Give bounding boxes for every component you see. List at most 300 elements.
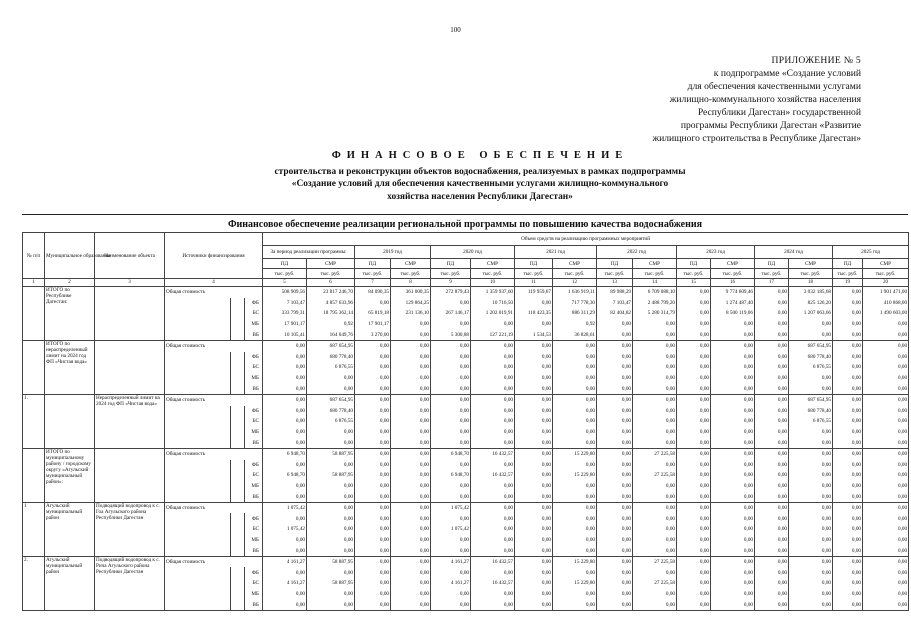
- table-cell: 0,00: [677, 427, 711, 438]
- row-spacer: [231, 481, 245, 492]
- table-cell: 0,00: [677, 416, 711, 427]
- table-cell: 0,00: [755, 556, 789, 567]
- table-cell: 10 716,50: [471, 298, 515, 309]
- in-that-number-label: [165, 567, 231, 610]
- table-cell: 6 876,55: [307, 416, 355, 427]
- table-cell: 0,00: [633, 589, 677, 600]
- table-cell: 0,00: [355, 524, 391, 535]
- column-number: 4: [165, 279, 263, 287]
- table-cell: 0,00: [711, 373, 755, 384]
- table-cell: 0,00: [471, 513, 515, 524]
- header-municipality: Муниципальное образование: [45, 233, 95, 279]
- table-cell: 4 161,27: [431, 556, 471, 567]
- table-cell: 0,00: [633, 513, 677, 524]
- table-cell: 0,00: [755, 298, 789, 309]
- table-cell: 0,00: [597, 437, 633, 448]
- table-cell: 0,00: [863, 437, 909, 448]
- header-period: 2020 год: [431, 246, 515, 259]
- table-cell: 687 654,95: [307, 340, 355, 351]
- table-cell: 0,00: [833, 545, 863, 556]
- table-cell: 0,00: [755, 567, 789, 578]
- table-cell: 0,00: [597, 545, 633, 556]
- table-cell: 0,00: [553, 481, 597, 492]
- column-number: 7: [355, 279, 391, 287]
- table-cell: 0,00: [789, 481, 833, 492]
- table-cell: 17 901,17: [355, 319, 391, 330]
- table-cell: 0,00: [307, 589, 355, 600]
- table-cell: 0,00: [833, 491, 863, 502]
- table-cell: 16 432,57: [471, 556, 515, 567]
- row-municipality: ИТОГО по нераспределенный лимит на 2024 год ФП «Чистая вода»: [45, 340, 95, 394]
- row-object: [95, 287, 165, 341]
- table-cell: 58 887,95: [307, 556, 355, 567]
- table-cell: 0,00: [677, 319, 711, 330]
- table-cell: 0,00: [597, 448, 633, 459]
- header-period: 2023 год: [677, 246, 755, 259]
- table-cell: 0,00: [633, 352, 677, 363]
- table-cell: 0,00: [789, 383, 833, 394]
- table-cell: 410 868,00: [863, 298, 909, 309]
- table-cell: 333 799,31: [263, 308, 307, 319]
- row-spacer: [231, 567, 245, 578]
- header-period: 2025 год: [833, 246, 909, 259]
- table-cell: 0,00: [755, 460, 789, 471]
- table-cell: 0,00: [597, 470, 633, 481]
- column-number: 8: [391, 279, 431, 287]
- table-cell: 0,00: [833, 460, 863, 471]
- row-source-code: ФБ: [245, 567, 263, 578]
- table-cell: 0,00: [307, 545, 355, 556]
- header-period: 2022 год: [597, 246, 677, 259]
- table-row: [23, 287, 909, 298]
- table-cell: 0,00: [755, 427, 789, 438]
- table-cell: 0,00: [263, 567, 307, 578]
- table-cell: 0,00: [355, 362, 391, 373]
- header-pd: ПД: [431, 259, 471, 269]
- table-cell: 0,00: [633, 524, 677, 535]
- table-cell: 0,00: [431, 545, 471, 556]
- table-cell: 0,00: [711, 383, 755, 394]
- table-cell: 15 229,80: [553, 448, 597, 459]
- table-cell: 0,00: [263, 362, 307, 373]
- table-cell: 0,00: [553, 406, 597, 417]
- table-cell: 0,00: [677, 470, 711, 481]
- table-cell: 0,00: [633, 383, 677, 394]
- table-cell: 0,00: [597, 373, 633, 384]
- table-cell: 0,00: [755, 319, 789, 330]
- table-cell: 0,00: [711, 589, 755, 600]
- table-cell: 15 229,80: [553, 470, 597, 481]
- heading-main: ФИНАНСОВОЕ ОБЕСПЕЧЕНИЕ: [331, 150, 629, 161]
- table-cell: 0,00: [391, 545, 431, 556]
- table-cell: 0,00: [755, 491, 789, 502]
- table-cell: 1 901 471,00: [863, 287, 909, 298]
- table-cell: 0,00: [863, 545, 909, 556]
- table-cell: 0,00: [755, 535, 789, 546]
- table-cell: 0,00: [789, 427, 833, 438]
- table-row: [23, 340, 909, 351]
- column-number: 19: [833, 279, 863, 287]
- row-spacer: [231, 491, 245, 502]
- table-cell: 0,00: [355, 589, 391, 600]
- table-cell: 0,00: [263, 599, 307, 610]
- row-source-code: ФБ: [245, 406, 263, 417]
- table-cell: 0,00: [355, 460, 391, 471]
- table-cell: 7 103,47: [263, 298, 307, 309]
- table-cell: 0,00: [711, 545, 755, 556]
- table-cell: 0,00: [833, 287, 863, 298]
- table-cell: 0,00: [307, 535, 355, 546]
- table-cell: 0,00: [711, 406, 755, 417]
- table-cell: 0,00: [711, 502, 755, 513]
- header-pd: ПД: [677, 259, 711, 269]
- table-cell: 0,00: [553, 502, 597, 513]
- table-cell: 0,00: [677, 535, 711, 546]
- table-cell: 0,00: [431, 319, 471, 330]
- table-cell: 0,00: [355, 535, 391, 546]
- table-cell: 0,00: [263, 460, 307, 471]
- table-cell: 0,00: [431, 406, 471, 417]
- row-source-code: МБ: [245, 373, 263, 384]
- table-cell: 164 049,76: [307, 329, 355, 340]
- column-number: 12: [553, 279, 597, 287]
- table-cell: 0,00: [789, 448, 833, 459]
- table-cell: 0,00: [553, 491, 597, 502]
- table-cell: 0,00: [431, 340, 471, 351]
- table-cell: 0,00: [863, 502, 909, 513]
- row-object: Подводящий водопровод к с. Рича Агульского района Республики Дагестан: [95, 556, 165, 610]
- header-smr: СМР: [391, 259, 431, 269]
- row-source-code: МБ: [245, 481, 263, 492]
- table-cell: 0,00: [307, 373, 355, 384]
- table-cell: 0,00: [355, 394, 391, 405]
- table-cell: 0,00: [355, 352, 391, 363]
- row-source-code: БС: [245, 578, 263, 589]
- row-source-code: БС: [245, 470, 263, 481]
- table-cell: 0,00: [789, 524, 833, 535]
- table-cell: 0,00: [863, 567, 909, 578]
- header-pd: ПД: [263, 259, 307, 269]
- table-cell: 0,00: [553, 340, 597, 351]
- table-cell: 17 901,17: [263, 319, 307, 330]
- table-cell: 0,00: [755, 362, 789, 373]
- table-cell: 0,00: [597, 460, 633, 471]
- table-cell: 508 909,56: [263, 287, 307, 298]
- table-cell: 0,00: [597, 502, 633, 513]
- table-cell: 0,00: [597, 383, 633, 394]
- table-cell: 0,00: [633, 329, 677, 340]
- table-cell: 0,00: [391, 589, 431, 600]
- table-cell: 0,00: [471, 481, 515, 492]
- table-cell: 0,00: [597, 535, 633, 546]
- table-cell: 18 795 362,14: [307, 308, 355, 319]
- table-cell: 0,00: [597, 394, 633, 405]
- table-cell: 0,00: [755, 524, 789, 535]
- in-that-number-label: [165, 460, 231, 503]
- table-cell: 8 500 119,06: [711, 308, 755, 319]
- table-cell: 0,00: [307, 502, 355, 513]
- column-number: 17: [755, 279, 789, 287]
- header-unit: тыс. руб.: [597, 269, 633, 279]
- table-cell: 0,00: [471, 460, 515, 471]
- table-cell: 0,00: [471, 406, 515, 417]
- table-cell: 0,00: [755, 502, 789, 513]
- row-source-code: МБ: [245, 589, 263, 600]
- table-cell: 272 879,43: [431, 287, 471, 298]
- table-cell: 0,00: [515, 460, 553, 471]
- header-unit: тыс. руб.: [711, 269, 755, 279]
- table-cell: 0,00: [355, 513, 391, 524]
- table-cell: 0,00: [391, 448, 431, 459]
- table-cell: 0,00: [515, 448, 553, 459]
- table-cell: 0,00: [711, 416, 755, 427]
- table-cell: 0,00: [833, 319, 863, 330]
- column-number: 10: [471, 279, 515, 287]
- table-cell: 0,00: [515, 470, 553, 481]
- table-cell: 0,00: [789, 599, 833, 610]
- table-cell: 0,00: [677, 556, 711, 567]
- table-cell: 0,00: [263, 340, 307, 351]
- in-that-number-label: [165, 298, 231, 341]
- table-cell: 0,00: [515, 373, 553, 384]
- table-cell: 6 876,55: [789, 362, 833, 373]
- table-cell: 0,00: [833, 524, 863, 535]
- table-cell: 0,00: [863, 556, 909, 567]
- table-cell: 0,00: [391, 437, 431, 448]
- header-unit: тыс. руб.: [755, 269, 789, 279]
- table-cell: 0,00: [515, 416, 553, 427]
- table-cell: 6 948,70: [431, 448, 471, 459]
- table-cell: 3 032 185,68: [789, 287, 833, 298]
- table-cell: 0,00: [789, 319, 833, 330]
- row-source-total: Общая стоимость: [165, 502, 263, 513]
- row-spacer: [231, 406, 245, 417]
- table-cell: 0,00: [431, 373, 471, 384]
- table-cell: 0,00: [471, 319, 515, 330]
- table-cell: 0,00: [515, 491, 553, 502]
- table-cell: 0,00: [633, 535, 677, 546]
- table-cell: 1 534,53: [515, 329, 553, 340]
- table-cell: 0,00: [515, 513, 553, 524]
- table-cell: 0,00: [431, 535, 471, 546]
- table-cell: 16 432,57: [471, 578, 515, 589]
- table-cell: 0,00: [863, 352, 909, 363]
- table-cell: 0,00: [307, 513, 355, 524]
- table-cell: 0,00: [633, 340, 677, 351]
- row-number: 1: [23, 502, 45, 556]
- row-source-code: ФБ: [245, 352, 263, 363]
- table-cell: 0,00: [553, 427, 597, 438]
- header-unit: тыс. руб.: [789, 269, 833, 279]
- table-cell: 5 300,88: [431, 329, 471, 340]
- row-municipality: Агульский муниципальный район: [45, 556, 95, 610]
- table-cell: 0,00: [789, 535, 833, 546]
- table-cell: 0,00: [515, 383, 553, 394]
- table-cell: 0,00: [755, 352, 789, 363]
- row-spacer: [231, 578, 245, 589]
- header-pd: ПД: [597, 259, 633, 269]
- table-cell: 0,00: [833, 383, 863, 394]
- table-cell: 0,00: [833, 470, 863, 481]
- table-cell: 680 778,40: [307, 406, 355, 417]
- table-cell: 0,00: [789, 460, 833, 471]
- table-cell: 680 778,40: [789, 352, 833, 363]
- table-cell: 0,00: [633, 416, 677, 427]
- table-cell: 127 221,19: [471, 329, 515, 340]
- row-number: 1.: [23, 394, 45, 448]
- table-cell: 0,00: [391, 578, 431, 589]
- table-cell: 0,00: [391, 513, 431, 524]
- table-cell: 0,00: [263, 545, 307, 556]
- row-spacer: [231, 352, 245, 363]
- table-cell: 0,00: [677, 373, 711, 384]
- row-spacer: [231, 589, 245, 600]
- table-cell: 2 488 799,20: [633, 298, 677, 309]
- table-cell: 0,00: [755, 308, 789, 319]
- table-cell: 65 819,18: [355, 308, 391, 319]
- table-cell: 1 274 487,40: [711, 298, 755, 309]
- row-municipality: [45, 394, 95, 448]
- table-cell: 0,00: [711, 556, 755, 567]
- table-cell: 0,00: [431, 437, 471, 448]
- table-cell: 717 778,30: [553, 298, 597, 309]
- table-cell: 0,00: [391, 502, 431, 513]
- table-cell: 0,00: [597, 329, 633, 340]
- row-municipality: ИТОГО по Республике Дагестан:: [45, 287, 95, 341]
- table-cell: 0,00: [515, 502, 553, 513]
- table-cell: 0,00: [431, 383, 471, 394]
- table-cell: 0,00: [755, 513, 789, 524]
- appendix-line: ПРИЛОЖЕНИЕ № 5: [771, 55, 861, 66]
- table-cell: 4 161,27: [263, 578, 307, 589]
- table-cell: 0,00: [711, 448, 755, 459]
- table-cell: 0,00: [391, 394, 431, 405]
- table-cell: 0,00: [553, 437, 597, 448]
- table-cell: 0,00: [755, 383, 789, 394]
- row-spacer: [231, 460, 245, 471]
- table-cell: 0,00: [633, 491, 677, 502]
- table-cell: 0,00: [553, 589, 597, 600]
- table-cell: 89 988,29: [597, 287, 633, 298]
- column-number: 6: [307, 279, 355, 287]
- table-cell: 58 887,95: [307, 578, 355, 589]
- table-cell: 4 857 633,96: [307, 298, 355, 309]
- table-cell: 0,00: [515, 578, 553, 589]
- table-cell: 0,00: [597, 513, 633, 524]
- table-row: [23, 394, 909, 405]
- table-cell: 0,00: [553, 362, 597, 373]
- table-cell: 0,00: [307, 599, 355, 610]
- table-cell: 0,00: [391, 524, 431, 535]
- table-cell: 7 103,47: [597, 298, 633, 309]
- table-cell: 0,00: [553, 460, 597, 471]
- table-cell: 0,00: [833, 513, 863, 524]
- in-that-number-label: [165, 352, 231, 395]
- row-spacer: [231, 362, 245, 373]
- table-cell: 0,00: [355, 470, 391, 481]
- table-cell: 0,00: [391, 567, 431, 578]
- column-number: 20: [863, 279, 909, 287]
- table-cell: 0,00: [355, 567, 391, 578]
- table-cell: 15 229,80: [553, 578, 597, 589]
- table-cell: 0,00: [391, 556, 431, 567]
- header-unit: тыс. руб.: [633, 269, 677, 279]
- table-cell: 0,00: [677, 383, 711, 394]
- table-cell: 0,00: [515, 298, 553, 309]
- table-cell: 0,00: [391, 319, 431, 330]
- table-cell: 0,00: [391, 373, 431, 384]
- header-unit: тыс. руб.: [263, 269, 307, 279]
- table-cell: 361 000,35: [391, 287, 431, 298]
- table-cell: 0,00: [263, 394, 307, 405]
- document-heading: [140, 150, 820, 203]
- table-cell: 10 105,41: [263, 329, 307, 340]
- table-cell: 0,00: [471, 524, 515, 535]
- row-spacer: [231, 437, 245, 448]
- table-cell: 0,00: [431, 352, 471, 363]
- row-object: [95, 448, 165, 502]
- table-cell: 0,00: [755, 589, 789, 600]
- table-cell: 0,00: [755, 394, 789, 405]
- table-cell: 6 948,70: [263, 448, 307, 459]
- row-source-code: БС: [245, 362, 263, 373]
- table-cell: 687 654,95: [307, 394, 355, 405]
- table-title: Финансовое обеспечение реализации региональной программы по повышению качества водоснабжения: [22, 214, 908, 232]
- table-cell: 0,00: [677, 287, 711, 298]
- table-cell: 0,00: [307, 481, 355, 492]
- table-cell: 0,00: [263, 427, 307, 438]
- column-number: 5: [263, 279, 307, 287]
- table-cell: 0,00: [597, 491, 633, 502]
- table-cell: 0,00: [677, 545, 711, 556]
- table-cell: 1 359 937,60: [471, 287, 515, 298]
- header-period: 2024 год: [755, 246, 833, 259]
- table-cell: 0,00: [789, 491, 833, 502]
- row-number: [23, 448, 45, 502]
- table-cell: 0,00: [789, 513, 833, 524]
- table-cell: 0,00: [355, 406, 391, 417]
- table-body: [23, 287, 909, 611]
- table-cell: 0,00: [431, 567, 471, 578]
- row-source-total: Общая стоимость: [165, 448, 263, 459]
- table-cell: 0,00: [833, 329, 863, 340]
- table-cell: 0,00: [471, 362, 515, 373]
- table-cell: 0,00: [597, 481, 633, 492]
- table-cell: 0,00: [789, 589, 833, 600]
- table-cell: 0,00: [633, 599, 677, 610]
- table-cell: 0,00: [677, 298, 711, 309]
- table-cell: 0,00: [515, 589, 553, 600]
- table-cell: 0,00: [833, 373, 863, 384]
- table-cell: 0,00: [789, 437, 833, 448]
- appendix-line: программы Республики Дагестан «Развитие: [680, 120, 861, 131]
- table-cell: 0,00: [711, 437, 755, 448]
- header-unit: тыс. руб.: [553, 269, 597, 279]
- table-cell: 0,00: [391, 362, 431, 373]
- table-cell: 0,00: [633, 460, 677, 471]
- heading-line: строительства и реконструкции объектов водоснабжения, реализуемых в рамках подпрограммы: [274, 166, 686, 177]
- table-cell: 0,00: [677, 406, 711, 417]
- table-cell: 0,00: [391, 460, 431, 471]
- header-smr: СМР: [471, 259, 515, 269]
- row-source-code: ВБ: [245, 329, 263, 340]
- table-cell: 0,00: [833, 578, 863, 589]
- header-unit: тыс. руб.: [863, 269, 909, 279]
- table-cell: 1 207 063,66: [789, 308, 833, 319]
- table-cell: 0,00: [863, 535, 909, 546]
- table-cell: 0,00: [711, 394, 755, 405]
- table-cell: 0,00: [391, 352, 431, 363]
